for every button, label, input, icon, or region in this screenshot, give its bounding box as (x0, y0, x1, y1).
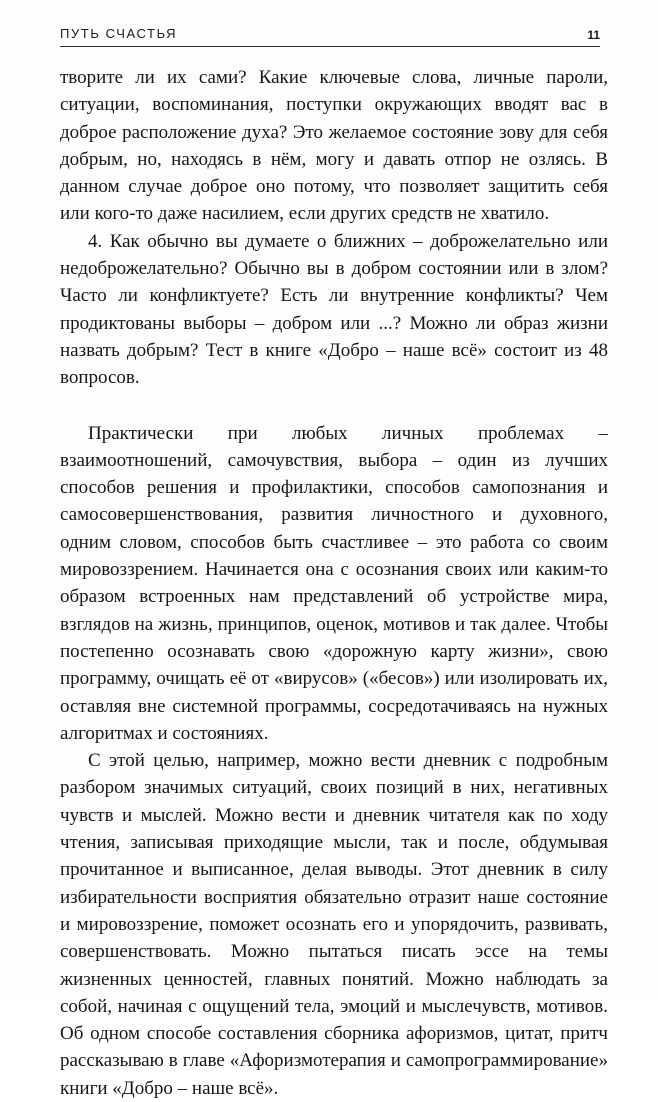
book-title: ПУТЬ СЧАСТЬЯ (60, 26, 178, 41)
paragraph-worldview: Практически при любых личных проблемах – взаимоотношений, самочувствия, выбора – один из лучших способов решения и профилактики, способов самопознания и самосовершенствования, развития личностного и духовного, одним словом, способов быть счастливее – это работа со своим мировоззрением. Начинается она с осознания своих или каким-то образом встроенных нам представлений об устройстве мира, взглядов на жизнь, принципов, оценок, мотивов и так далее. Чтобы постепенно осознавать свою «дорожную карту жизни», свою программу, очищать её от «вирусов» («бесов») или изолировать их, оставляя вне системной программы, сосредотачиваясь на нужных алгоритмах и состояниях. (60, 422, 608, 744)
header-rule (60, 46, 600, 47)
paragraph-question-4: 4. Как обычно вы думаете о ближних – доброжелательно или недоброжелательно? Обычно вы в добром состоянии или в злом? Часто ли конфликтуете? Есть ли внутренние конфликты? Чем продиктованы выборы – добром или ...? Можно ли образ жизни назвать добрым? Тест в книге «Добро – наше всё» состоит из 48 вопросов. (60, 230, 608, 389)
page-number: 11 (587, 28, 600, 42)
paragraph-diary: С этой целью, например, можно вести дневник с подробным разбором значимых ситуаций, своих позиций в них, негативных чувств и мыслей. Можно вести и дневник читателя как по ходу чтения, записывая приходящие мысли, так и после, обдумывая прочитанное и выписанное, делая выводы. Этот дневник в силу избирательности восприятия обязательно отразит наше состояние и мировоззрение, поможет осознать его и упорядочить, развивать, совершенствовать. Можно пытаться писать эссе на темы жизненных ценностей, главных понятий. Можно наблюдать за собой, начиная с ощущений тела, эмоций и мыслечувств, мотивов. Об одном способе составления сборника афоризмов, цитат, притч рассказываю в главе «Афоризмотерапия и самопрограммирование» книги «Добро – наше всё». (60, 750, 608, 1099)
section-break (60, 392, 608, 420)
body-text (60, 64, 608, 1102)
running-head (60, 26, 600, 46)
paragraph-continued: творите ли их сами? Какие ключевые слова, личные пароли, ситуации, воспоминания, поступки окружающих вводят вас в доброе расположение духа? Это желаемое состояние зову для себя добрым, но, находясь в нём, могу и давать отпор не озлясь. В данном случае доброе оно потому, что позволяет защитить себя или кого-то даже насилием, если других средств не хватило. (60, 67, 608, 225)
